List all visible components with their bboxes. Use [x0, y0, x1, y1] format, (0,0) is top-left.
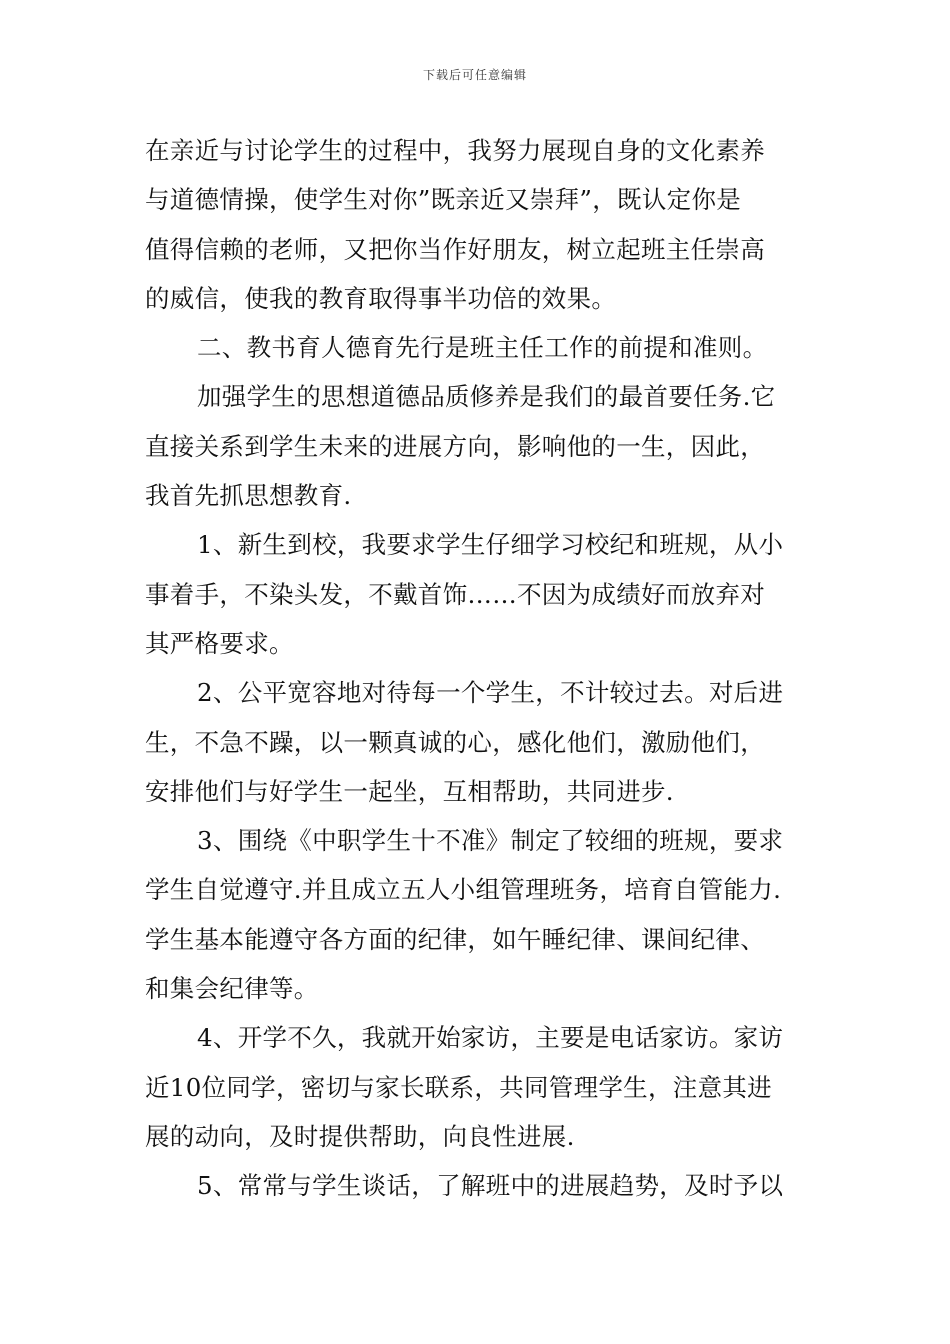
document-body — [145, 126, 813, 1211]
list-item-line: 4、开学不久，我就开始家访，主要是电话家访。家访 — [197, 1023, 784, 1053]
body-line: 事着手，不染头发，不戴首饰……不因为成绩好而放弃对 — [145, 579, 765, 609]
list-item-line: 2、公平宽容地对待每一个学生，不计较过去。对后进 — [197, 678, 784, 708]
body-line: 我首先抓思想教育. — [145, 481, 352, 511]
body-line: 加强学生的思想道德品质修养是我们的最首要任务.它 — [197, 382, 776, 412]
body-line: 展的动向，及时提供帮助，向良性进展. — [145, 1121, 575, 1151]
body-line: 直接关系到学生未来的进展方向，影响他的一生，因此， — [145, 431, 765, 461]
body-line: 在亲近与讨论学生的过程中，我努力展现自身的文化素养 — [145, 136, 765, 165]
body-line: 近10位同学，密切与家长联系，共同管理学生，注意其进 — [145, 1072, 772, 1102]
list-item-line: 5、常常与学生谈话，了解班中的进展趋势，及时予以 — [197, 1171, 784, 1201]
body-line: 值得信赖的老师，又把你当作好朋友，树立起班主任崇高 — [145, 234, 765, 264]
body-line: 与道德情操，使学生对你”既亲近又崇拜”，既认定你是 — [145, 185, 742, 215]
list-item-line: 1、新生到校，我要求学生仔细学习校纪和班规，从小 — [197, 530, 784, 560]
body-line: 生，不急不躁，以一颗真诚的心，感化他们，激励他们， — [145, 727, 765, 757]
page-header-note: 下载后可任意编辑 — [422, 68, 527, 82]
body-line: 其严格要求。 — [145, 628, 294, 658]
section-heading: 二、教书育人德育先行是班主任工作的前提和准则。 — [197, 333, 768, 363]
body-line: 的威信，使我的教育取得事半功倍的效果。 — [145, 283, 617, 313]
list-item-line: 3、围绕《中职学生十不准》制定了较细的班规，要求 — [197, 826, 784, 856]
body-line: 安排他们与好学生一起坐，互相帮助，共同进步. — [145, 776, 674, 806]
body-line: 和集会纪律等。 — [145, 974, 319, 1004]
body-line: 学生自觉遵守.并且成立五人小组管理班务，培育自管能力. — [145, 875, 782, 905]
body-line: 学生基本能遵守各方面的纪律，如午睡纪律、课间纪律、 — [145, 924, 765, 954]
